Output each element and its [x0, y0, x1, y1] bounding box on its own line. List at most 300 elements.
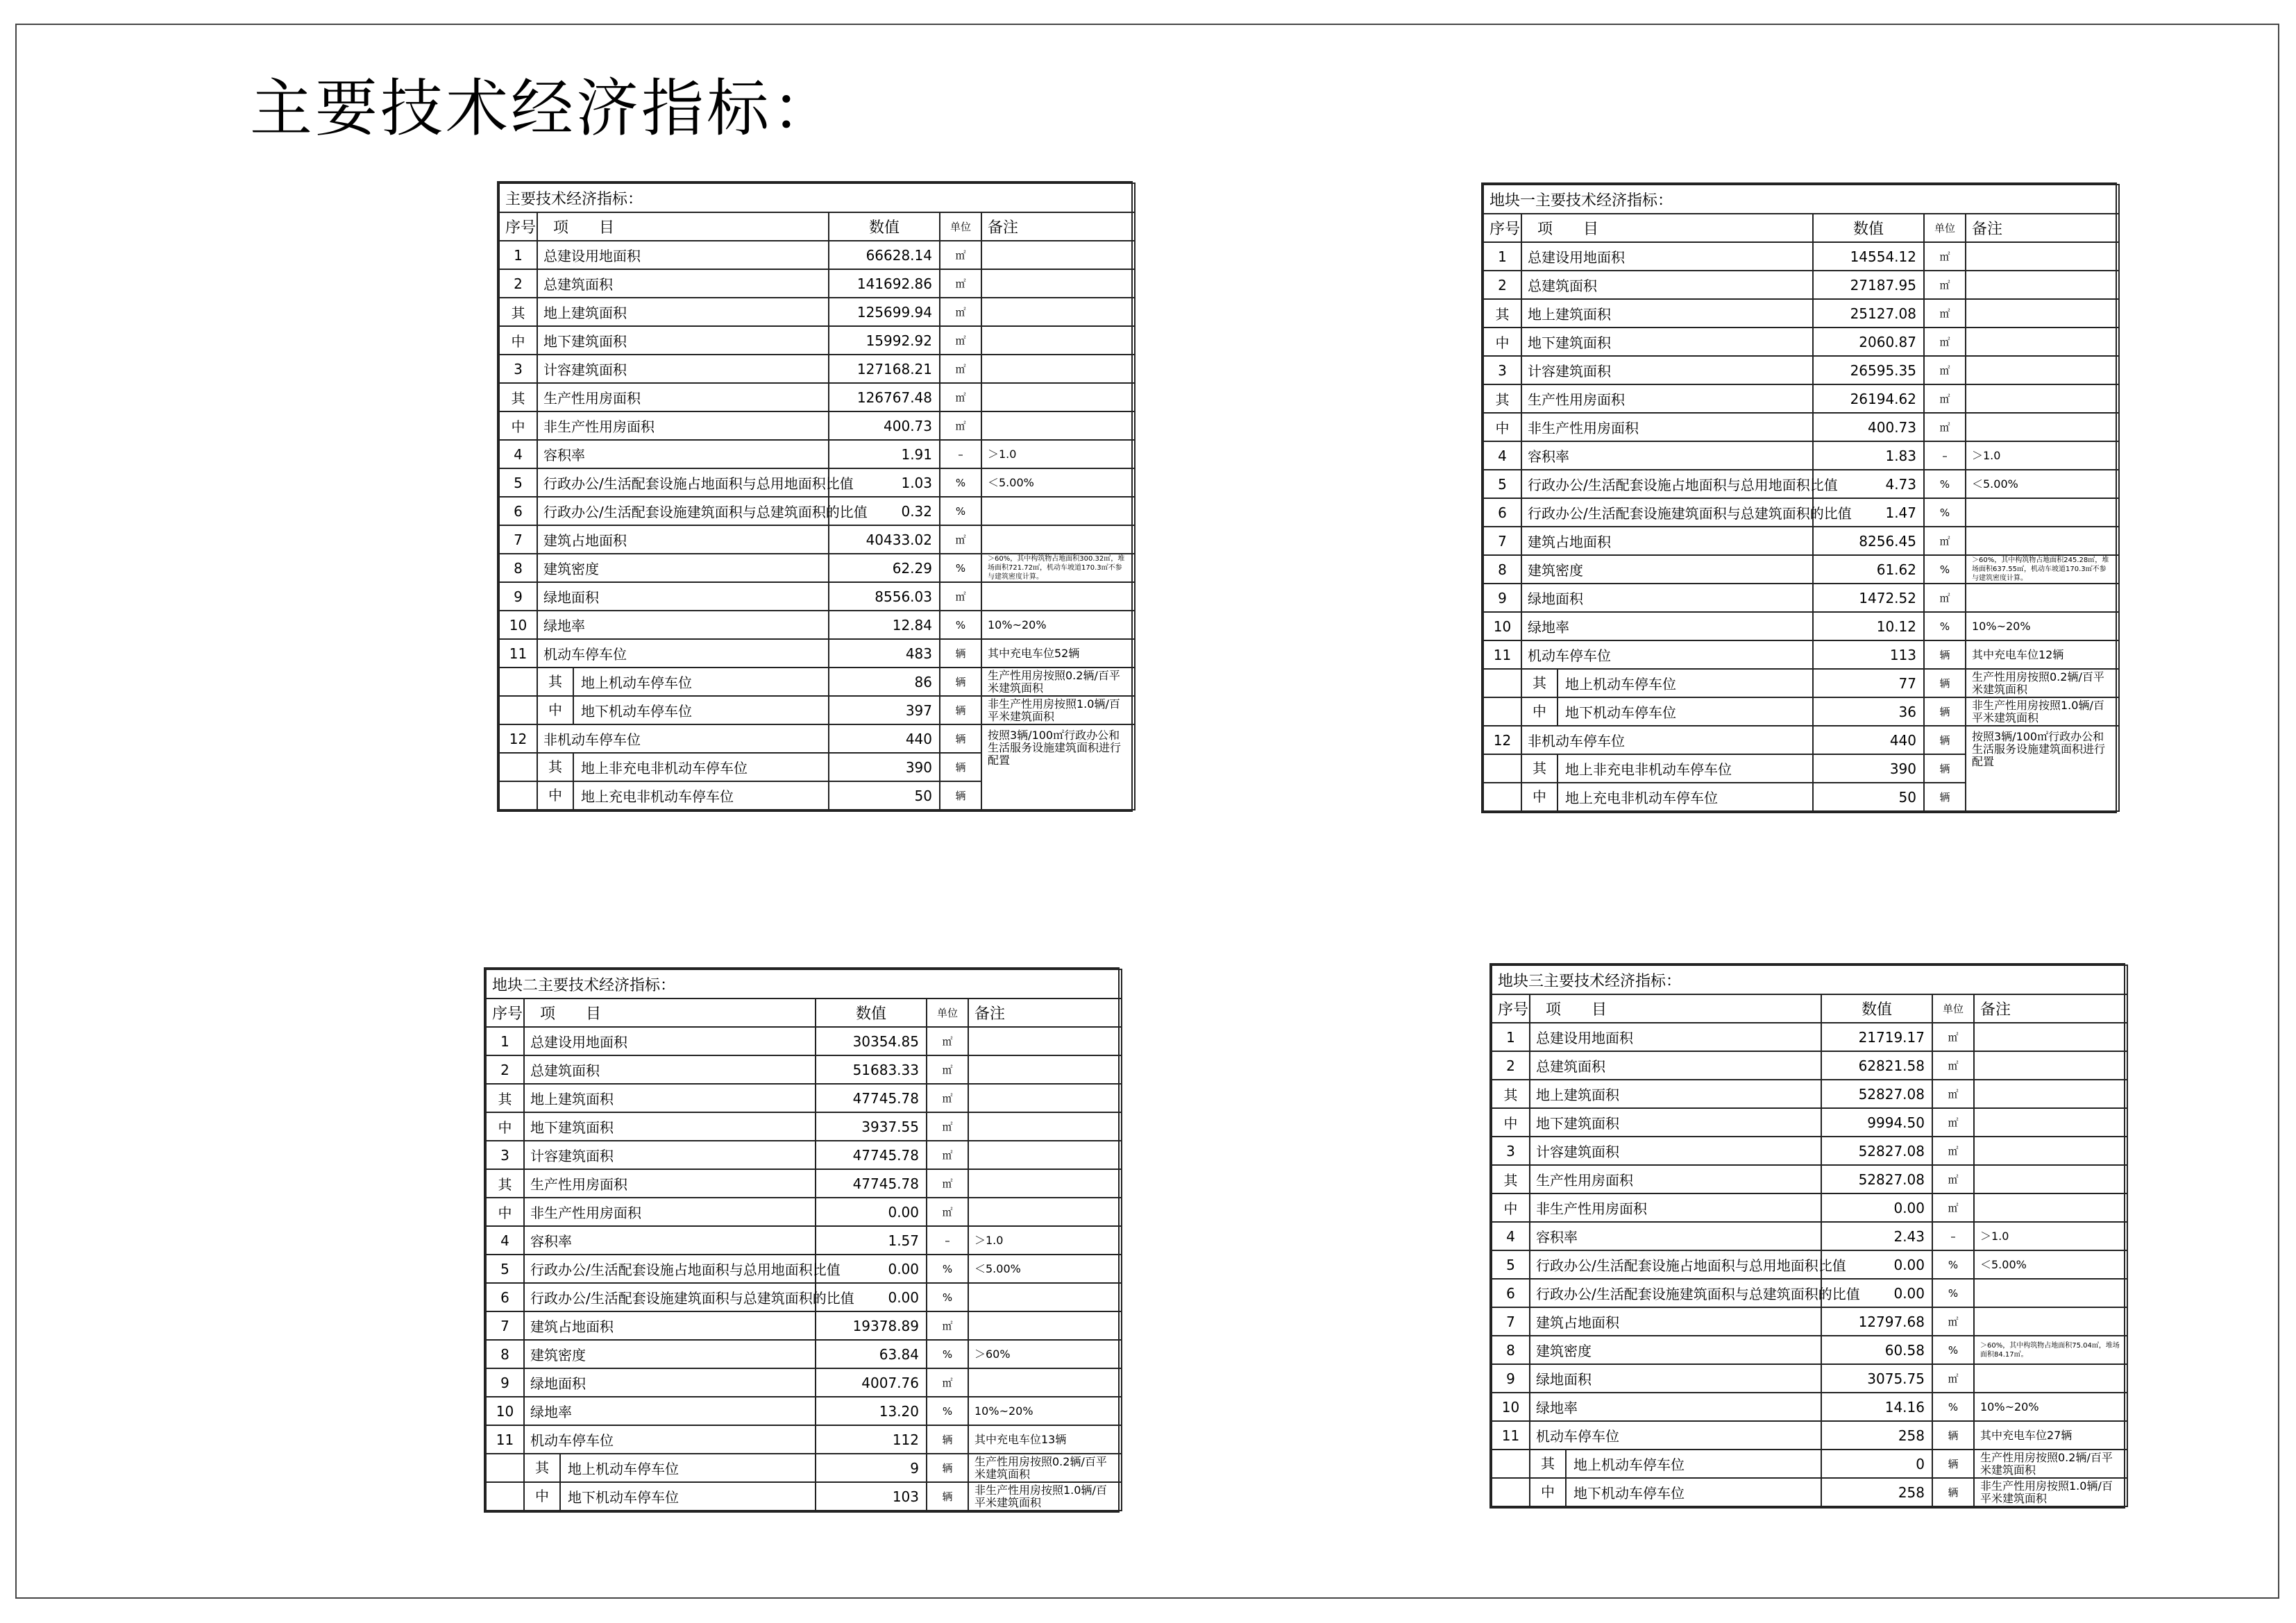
row-value: 47745.78 — [816, 1084, 927, 1112]
row-note: 10%~20% — [1966, 612, 2119, 640]
row-item-sub — [1521, 697, 1813, 726]
row-item: 建筑密度 — [524, 1340, 816, 1368]
row-unit: ㎡ — [940, 298, 981, 326]
row-unit: ㎡ — [940, 525, 981, 554]
page-title: 主要技术经济指标： — [250, 72, 837, 145]
row-value: 14.16 — [1821, 1393, 1932, 1421]
table-row — [499, 497, 1135, 525]
row-seq: 6 — [1492, 1279, 1530, 1307]
table-row — [1483, 669, 2119, 697]
row-unit: ㎡ — [927, 1311, 968, 1340]
header-note: 备注 — [1974, 994, 2127, 1023]
header-value: 数值 — [1813, 214, 1924, 242]
row-item-sub — [537, 668, 829, 696]
header-item — [524, 999, 816, 1027]
row-unit: % — [1932, 1279, 1974, 1307]
row-unit: ㎡ — [927, 1169, 968, 1198]
row-seq: 4 — [1483, 441, 1521, 470]
row-item: 绿地率 — [524, 1397, 816, 1425]
row-unit: ㎡ — [1924, 242, 1966, 271]
row-value: 9994.50 — [1821, 1108, 1932, 1137]
row-note — [1966, 271, 2119, 299]
header-item — [537, 212, 829, 241]
row-seq: 5 — [499, 468, 537, 497]
row-seq: 3 — [499, 355, 537, 383]
row-unit: % — [927, 1255, 968, 1283]
row-value: 12.84 — [829, 611, 940, 639]
row-item-sub — [537, 696, 829, 724]
table-row — [1492, 1336, 2127, 1364]
row-item: 生产性用房面积 — [537, 383, 829, 411]
row-value: 12797.68 — [1821, 1307, 1932, 1336]
row-seq: 5 — [1492, 1250, 1530, 1279]
row-seq-empty — [1492, 1478, 1530, 1506]
row-value: 60.58 — [1821, 1336, 1932, 1364]
table-caption: 主要技术经济指标： — [499, 183, 1135, 212]
row-seq: 1 — [486, 1027, 524, 1055]
row-value: 1.57 — [816, 1226, 927, 1255]
row-note: 非生产性用房按照1.0辆/百平米建筑面积 — [968, 1482, 1122, 1511]
row-value: 62821.58 — [1821, 1051, 1932, 1080]
row-seq: 9 — [1483, 584, 1521, 612]
row-unit: ㎡ — [1932, 1165, 1974, 1193]
row-item: 计容建筑面积 — [524, 1141, 816, 1169]
table-row — [1483, 697, 2119, 726]
row-note: ＜5.00% — [1974, 1250, 2127, 1279]
row-unit: ㎡ — [927, 1198, 968, 1226]
row-note: ＞60%，其中构筑物占地面积300.32㎡，堆场面积721.72㎡，机动车坡道170.3㎡不参与建筑密度计算。 — [981, 554, 1135, 582]
row-unit: % — [927, 1283, 968, 1311]
table-row — [486, 1368, 1122, 1397]
header-value: 数值 — [829, 212, 940, 241]
row-item-sub — [537, 753, 829, 781]
row-item: 绿地率 — [537, 611, 829, 639]
table-row — [1492, 1137, 2127, 1165]
row-note: ＞1.0 — [968, 1226, 1122, 1255]
row-value: 10.12 — [1813, 612, 1924, 640]
row-item: 建筑密度 — [1530, 1336, 1821, 1364]
row-value: 1.83 — [1813, 441, 1924, 470]
row-seq: 6 — [499, 497, 537, 525]
row-seq-empty — [486, 1454, 524, 1482]
table-row — [1492, 1393, 2127, 1421]
row-note — [1966, 584, 2119, 612]
row-item: 地下机动车停车位 — [1565, 704, 1676, 721]
table-row — [1483, 384, 2119, 413]
table-row — [1492, 1478, 2127, 1506]
row-item: 行政办公/生活配套设施占地面积与总用地面积比值 — [1521, 470, 1813, 498]
row-item: 非生产性用房面积 — [524, 1198, 816, 1226]
table-row — [1492, 1051, 2127, 1080]
header-note: 备注 — [968, 999, 1122, 1027]
row-note — [968, 1027, 1122, 1055]
row-sub-marker: 中 — [1492, 1108, 1530, 1137]
row-note: ＜5.00% — [981, 468, 1135, 497]
row-item: 非生产性用房面积 — [1521, 413, 1813, 441]
row-item: 非机动车停车位 — [1521, 726, 1813, 754]
row-value: 1.03 — [829, 468, 940, 497]
row-note: 其中充电车位13辆 — [968, 1425, 1122, 1454]
row-value: 1.91 — [829, 440, 940, 468]
row-value: 26194.62 — [1813, 384, 1924, 413]
row-value: 52827.08 — [1821, 1080, 1932, 1108]
row-unit: ㎡ — [1932, 1080, 1974, 1108]
row-item: 总建筑面积 — [1530, 1051, 1821, 1080]
row-item: 生产性用房面积 — [1521, 384, 1813, 413]
row-seq: 11 — [1483, 640, 1521, 669]
row-unit: % — [1924, 498, 1966, 527]
header-unit: 单位 — [1932, 994, 1974, 1023]
row-item: 总建筑面积 — [537, 269, 829, 298]
row-item-sub — [1530, 1450, 1821, 1478]
row-note — [1974, 1051, 2127, 1080]
row-note — [968, 1368, 1122, 1397]
row-sub-marker: 其 — [538, 754, 574, 781]
row-value: 258 — [1821, 1421, 1932, 1450]
row-seq-empty — [1492, 1450, 1530, 1478]
row-item: 行政办公/生活配套设施建筑面积与总建筑面积的比值 — [524, 1283, 816, 1311]
row-value: 40433.02 — [829, 525, 940, 554]
row-seq: 1 — [1483, 242, 1521, 271]
row-seq: 3 — [1483, 356, 1521, 384]
row-sub-marker: 其 — [499, 298, 537, 326]
row-item: 计容建筑面积 — [537, 355, 829, 383]
row-note: 10%~20% — [968, 1397, 1122, 1425]
table-row — [486, 1255, 1122, 1283]
row-value: 440 — [1813, 726, 1924, 754]
row-value: 1472.52 — [1813, 584, 1924, 612]
row-note — [981, 497, 1135, 525]
row-seq: 10 — [1483, 612, 1521, 640]
row-note: 10%~20% — [981, 611, 1135, 639]
table-row — [1483, 527, 2119, 555]
row-note: ＞1.0 — [981, 440, 1135, 468]
table-caption: 地块三主要技术经济指标： — [1492, 965, 2127, 994]
table-row — [1483, 584, 2119, 612]
row-unit: 辆 — [927, 1425, 968, 1454]
table-row — [499, 724, 1135, 753]
table-row — [499, 696, 1135, 724]
header-item — [1521, 214, 1813, 242]
row-sub-marker: 其 — [499, 383, 537, 411]
row-note — [968, 1112, 1122, 1141]
row-item: 建筑占地面积 — [524, 1311, 816, 1340]
row-sub-marker: 其 — [1492, 1080, 1530, 1108]
row-value: 51683.33 — [816, 1055, 927, 1084]
row-value: 0.00 — [816, 1255, 927, 1283]
table-row — [1492, 1080, 2127, 1108]
header-item — [1530, 994, 1821, 1023]
row-value: 3937.55 — [816, 1112, 927, 1141]
row-unit: 辆 — [1932, 1478, 1974, 1506]
row-unit: 辆 — [1924, 783, 1966, 811]
row-item: 地上建筑面积 — [1521, 299, 1813, 328]
row-unit: % — [927, 1340, 968, 1368]
row-seq: 1 — [499, 241, 537, 269]
table-row — [499, 411, 1135, 440]
row-unit: 辆 — [940, 724, 981, 753]
row-seq-empty — [1483, 669, 1521, 697]
row-seq: 12 — [499, 724, 537, 753]
row-sub-marker: 中 — [1522, 783, 1558, 810]
row-unit: % — [940, 468, 981, 497]
row-item: 绿地面积 — [537, 582, 829, 611]
row-value: 19378.89 — [816, 1311, 927, 1340]
row-item: 生产性用房面积 — [524, 1169, 816, 1198]
row-item: 非生产性用房面积 — [537, 411, 829, 440]
row-note: 非生产性用房按照1.0辆/百平米建筑面积 — [981, 696, 1135, 724]
table-row — [486, 1482, 1122, 1511]
indicator-table-plot-2 — [484, 967, 1120, 1513]
row-sub-marker: 中 — [499, 411, 537, 440]
row-unit: 辆 — [927, 1482, 968, 1511]
row-value: 52827.08 — [1821, 1137, 1932, 1165]
table-row — [1483, 299, 2119, 328]
row-unit: 辆 — [940, 639, 981, 668]
row-item-sub — [1530, 1478, 1821, 1506]
row-value: 483 — [829, 639, 940, 668]
header-item-label: 项 目 — [1537, 221, 1599, 238]
row-seq: 11 — [486, 1425, 524, 1454]
row-item: 地上机动车停车位 — [1565, 676, 1676, 692]
table-row — [486, 1198, 1122, 1226]
row-value: 9 — [816, 1454, 927, 1482]
row-unit: ㎡ — [1924, 356, 1966, 384]
row-item: 非机动车停车位 — [537, 724, 829, 753]
row-seq: 8 — [499, 554, 537, 582]
table-row — [499, 525, 1135, 554]
row-unit: ㎡ — [927, 1368, 968, 1397]
row-seq: 10 — [1492, 1393, 1530, 1421]
row-sub-marker: 中 — [1483, 328, 1521, 356]
row-unit: ㎡ — [940, 582, 981, 611]
row-unit: 辆 — [1932, 1450, 1974, 1478]
row-note: 非生产性用房按照1.0辆/百平米建筑面积 — [1966, 697, 2119, 726]
row-seq: 5 — [1483, 470, 1521, 498]
row-unit: – — [1932, 1222, 1974, 1250]
row-seq: 9 — [499, 582, 537, 611]
row-value: 8556.03 — [829, 582, 940, 611]
row-item: 机动车停车位 — [1521, 640, 1813, 669]
row-item: 行政办公/生活配套设施建筑面积与总建筑面积的比值 — [537, 497, 829, 525]
row-item: 机动车停车位 — [1530, 1421, 1821, 1450]
row-value: 390 — [829, 753, 940, 781]
row-value: 0.00 — [1821, 1279, 1932, 1307]
row-item: 行政办公/生活配套设施占地面积与总用地面积比值 — [524, 1255, 816, 1283]
header-item-label: 项 目 — [540, 1005, 602, 1023]
row-note — [968, 1283, 1122, 1311]
row-item: 地下建筑面积 — [524, 1112, 816, 1141]
table-row — [486, 1112, 1122, 1141]
row-value: 27187.95 — [1813, 271, 1924, 299]
row-item: 地下建筑面积 — [1530, 1108, 1821, 1137]
row-value: 4007.76 — [816, 1368, 927, 1397]
header-value: 数值 — [1821, 994, 1932, 1023]
row-value: 400.73 — [829, 411, 940, 440]
table-row — [1492, 1222, 2127, 1250]
row-note — [968, 1141, 1122, 1169]
row-value: 0.00 — [816, 1198, 927, 1226]
table-row — [1483, 413, 2119, 441]
row-seq: 11 — [499, 639, 537, 668]
row-unit: ㎡ — [1924, 413, 1966, 441]
row-seq: 12 — [1483, 726, 1521, 754]
row-seq: 5 — [486, 1255, 524, 1283]
table-row — [499, 582, 1135, 611]
row-item: 地上非充电非机动车停车位 — [581, 760, 748, 776]
row-value: 3075.75 — [1821, 1364, 1932, 1393]
row-note — [981, 241, 1135, 269]
row-seq: 10 — [499, 611, 537, 639]
row-unit: ㎡ — [927, 1084, 968, 1112]
row-value: 400.73 — [1813, 413, 1924, 441]
row-seq: 6 — [486, 1283, 524, 1311]
row-unit: ㎡ — [940, 383, 981, 411]
row-item: 地下建筑面积 — [1521, 328, 1813, 356]
table-row — [1483, 555, 2119, 584]
header-seq: 序号 — [1492, 994, 1530, 1023]
row-seq-empty — [499, 753, 537, 781]
row-note — [968, 1055, 1122, 1084]
row-item: 容积率 — [537, 440, 829, 468]
row-seq: 7 — [1483, 527, 1521, 555]
row-unit: % — [1932, 1393, 1974, 1421]
row-item: 地下建筑面积 — [537, 326, 829, 355]
row-note: 其中充电车位27辆 — [1974, 1421, 2127, 1450]
row-seq: 7 — [1492, 1307, 1530, 1336]
row-value: 390 — [1813, 754, 1924, 783]
header-value: 数值 — [816, 999, 927, 1027]
header-item-label: 项 目 — [1546, 1001, 1607, 1019]
table-row — [499, 639, 1135, 668]
row-item: 建筑占地面积 — [1530, 1307, 1821, 1336]
row-note: ＞60% — [968, 1340, 1122, 1368]
row-note — [1974, 1364, 2127, 1393]
row-note — [1974, 1193, 2127, 1222]
row-unit: 辆 — [1932, 1421, 1974, 1450]
row-value: 440 — [829, 724, 940, 753]
row-unit: ㎡ — [1932, 1307, 1974, 1336]
row-unit: % — [1932, 1250, 1974, 1279]
row-value: 77 — [1813, 669, 1924, 697]
row-unit: ㎡ — [927, 1141, 968, 1169]
table-row — [1483, 470, 2119, 498]
table-row — [499, 554, 1135, 582]
row-note — [1974, 1137, 2127, 1165]
row-value: 25127.08 — [1813, 299, 1924, 328]
row-sub-marker: 其 — [538, 668, 574, 695]
row-value: 1.47 — [1813, 498, 1924, 527]
row-value: 141692.86 — [829, 269, 940, 298]
row-item: 地上建筑面积 — [524, 1084, 816, 1112]
row-sub-marker: 其 — [1522, 670, 1558, 697]
row-value: 26595.35 — [1813, 356, 1924, 384]
row-unit: 辆 — [1924, 640, 1966, 669]
row-unit: % — [940, 497, 981, 525]
row-item: 绿地面积 — [524, 1368, 816, 1397]
row-value: 0.00 — [1821, 1250, 1932, 1279]
row-note — [1974, 1307, 2127, 1336]
row-value: 2.43 — [1821, 1222, 1932, 1250]
row-unit: ㎡ — [940, 355, 981, 383]
table-row — [499, 611, 1135, 639]
table-row — [1492, 1450, 2127, 1478]
row-seq: 8 — [1492, 1336, 1530, 1364]
row-unit: – — [940, 440, 981, 468]
table-row — [1492, 1364, 2127, 1393]
row-sub-marker: 中 — [1492, 1193, 1530, 1222]
row-item: 容积率 — [1530, 1222, 1821, 1250]
row-unit: ㎡ — [1932, 1051, 1974, 1080]
row-unit: ㎡ — [1924, 299, 1966, 328]
table-row — [499, 298, 1135, 326]
row-item: 建筑占地面积 — [537, 525, 829, 554]
row-item: 生产性用房面积 — [1530, 1165, 1821, 1193]
indicator-table-overall — [497, 181, 1133, 812]
row-value: 30354.85 — [816, 1027, 927, 1055]
row-unit: – — [1924, 441, 1966, 470]
row-note — [981, 269, 1135, 298]
row-seq: 7 — [486, 1311, 524, 1340]
row-value: 0.32 — [829, 497, 940, 525]
row-value: 113 — [1813, 640, 1924, 669]
row-note — [981, 298, 1135, 326]
row-item: 行政办公/生活配套设施占地面积与总用地面积比值 — [537, 468, 829, 497]
row-unit: 辆 — [1924, 726, 1966, 754]
row-note — [1966, 299, 2119, 328]
row-item: 地下机动车停车位 — [568, 1489, 679, 1506]
row-item: 地下机动车停车位 — [1573, 1485, 1685, 1502]
row-note — [1974, 1023, 2127, 1051]
row-sub-marker: 其 — [486, 1084, 524, 1112]
table-caption: 地块一主要技术经济指标： — [1483, 185, 2119, 214]
row-note — [968, 1169, 1122, 1198]
row-item: 建筑密度 — [537, 554, 829, 582]
table-row — [486, 1055, 1122, 1084]
row-note: ＞1.0 — [1966, 441, 2119, 470]
row-value: 50 — [829, 781, 940, 810]
table-row — [1492, 1250, 2127, 1279]
row-item: 地上建筑面积 — [1530, 1080, 1821, 1108]
row-note — [981, 355, 1135, 383]
table-row — [486, 1226, 1122, 1255]
row-value: 14554.12 — [1813, 242, 1924, 271]
row-unit: 辆 — [940, 781, 981, 810]
row-unit: 辆 — [940, 753, 981, 781]
row-item: 地上机动车停车位 — [581, 674, 692, 691]
row-item: 绿地面积 — [1530, 1364, 1821, 1393]
table-row — [1492, 1307, 2127, 1336]
row-note: 按照3辆/100㎡行政办公和生活服务设施建筑面积进行配置 — [981, 724, 1135, 810]
row-item: 建筑密度 — [1521, 555, 1813, 584]
row-value: 47745.78 — [816, 1141, 927, 1169]
row-value: 126767.48 — [829, 383, 940, 411]
row-seq: 7 — [499, 525, 537, 554]
row-sub-marker: 中 — [1522, 698, 1558, 725]
row-seq-empty — [499, 668, 537, 696]
row-unit: 辆 — [927, 1454, 968, 1482]
row-note — [981, 326, 1135, 355]
table-row — [1483, 242, 2119, 271]
table-row — [1483, 441, 2119, 470]
row-item: 机动车停车位 — [537, 639, 829, 668]
row-sub-marker: 其 — [1483, 299, 1521, 328]
row-item: 容积率 — [1521, 441, 1813, 470]
row-item: 地上充电非机动车停车位 — [581, 788, 734, 805]
row-note — [968, 1084, 1122, 1112]
row-value: 112 — [816, 1425, 927, 1454]
row-note: ＜5.00% — [1966, 470, 2119, 498]
